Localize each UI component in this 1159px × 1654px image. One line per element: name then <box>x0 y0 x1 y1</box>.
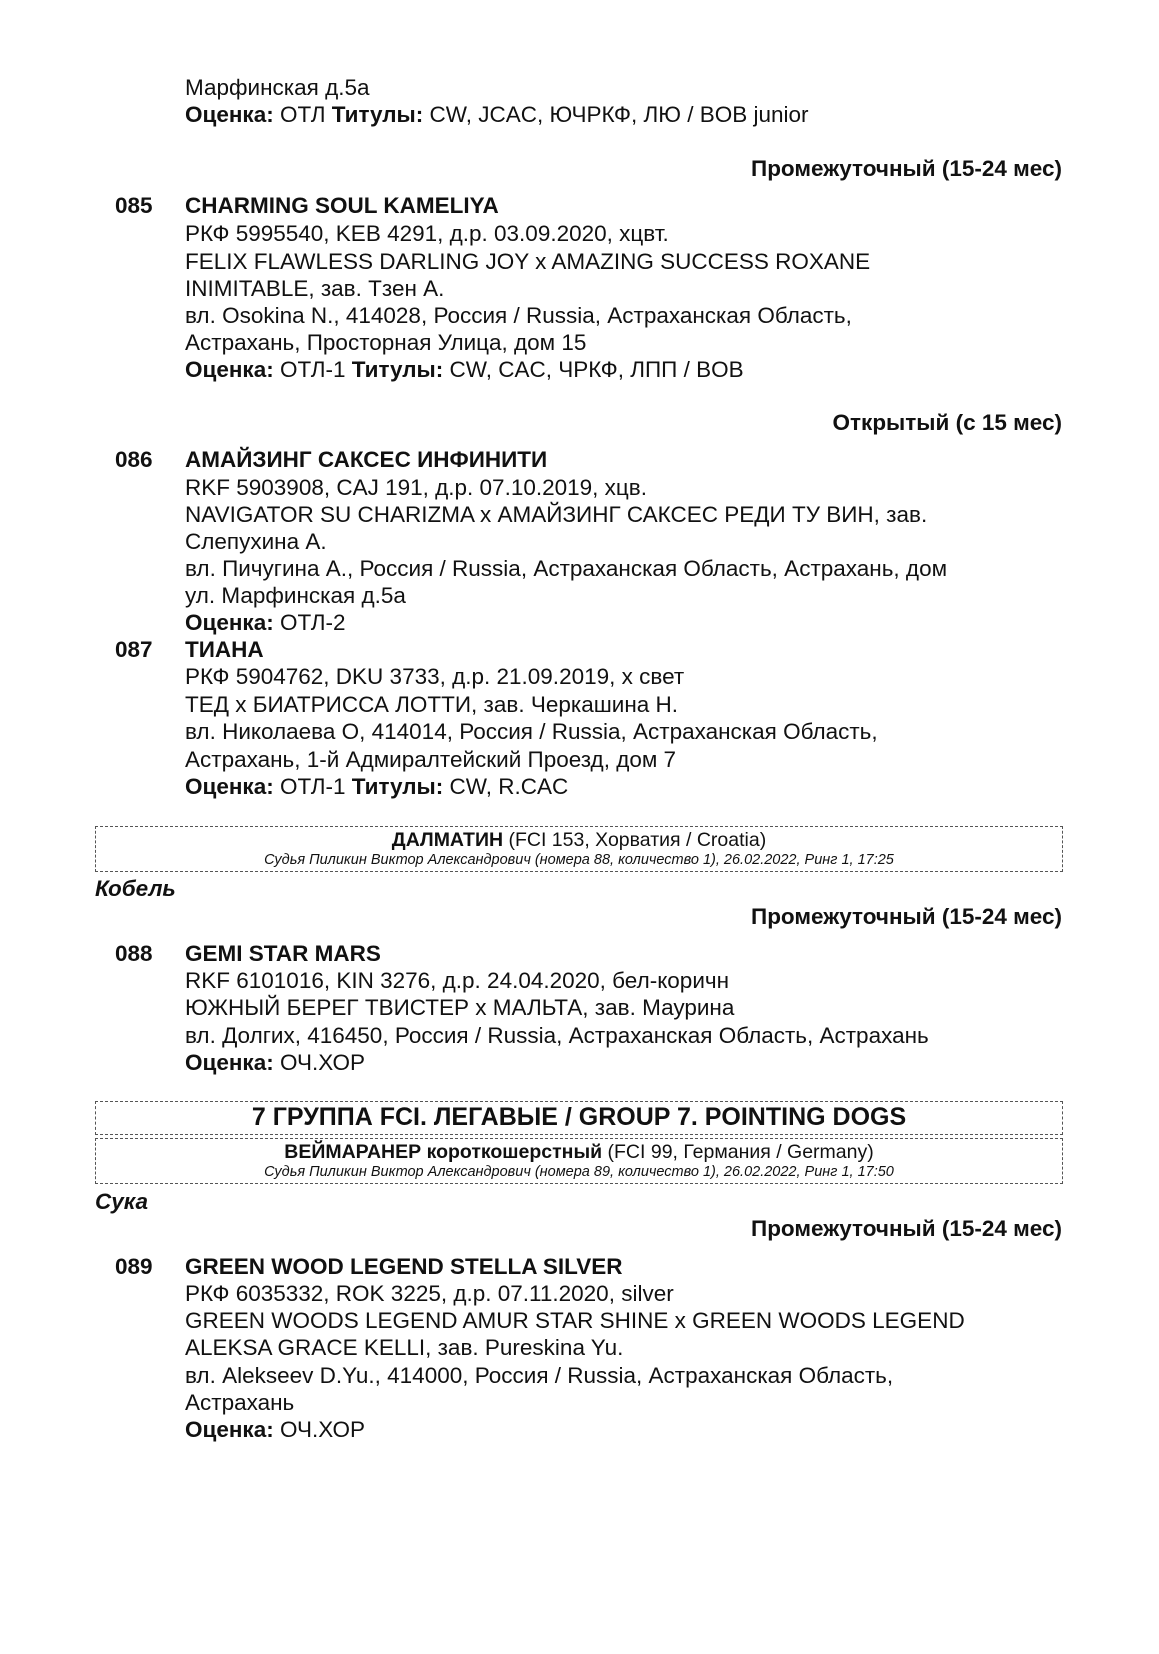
dog-name: GREEN WOOD LEGEND STELLA SILVER <box>185 1254 623 1279</box>
grade-label: Оценка: <box>185 610 274 635</box>
owner-address: Астрахань <box>185 1390 295 1415</box>
titles-value: CW, JCAC, ЮЧРКФ, ЛЮ / BOB junior <box>423 102 809 127</box>
breed-header <box>95 1138 1063 1184</box>
breed-title <box>96 828 1062 852</box>
grade-line <box>185 356 744 383</box>
breed-name: ВЕЙМАРАНЕР короткошерстный <box>284 1141 603 1163</box>
grade-label: Оценка: <box>185 774 274 799</box>
owner-address: Астрахань, 1-й Адмиралтейский Проезд, дом 7 <box>185 747 677 772</box>
grade-value: ОЧ.ХОР <box>273 1417 365 1442</box>
group-header: 7 ГРУППА FCI. ЛЕГАВЫЕ / GROUP 7. POINTING DOGS <box>95 1101 1063 1135</box>
judge-info: Судья Пиликин Виктор Александрович (номера 89, количество 1), 26.02.2022, Ринг 1, 17:50 <box>264 1164 894 1180</box>
pedigree: ТЕД x БИАТРИССА ЛОТТИ, зав. Черкашина Н. <box>185 692 679 717</box>
pedigree: ЮЖНЫЙ БЕРЕГ ТВИСТЕР x МАЛЬТА, зав. Маурина <box>185 995 735 1020</box>
entry-number: 087 <box>115 637 153 662</box>
dog-name: GEMI STAR MARS <box>185 941 381 966</box>
grade-value: ОЧ.ХОР <box>273 1050 365 1075</box>
entry-number: 089 <box>115 1254 153 1279</box>
grade-label: Оценка: <box>185 1417 274 1442</box>
sex-heading: Кобель <box>95 876 176 901</box>
grade-line <box>185 609 346 636</box>
titles-label: Титулы: <box>331 102 424 127</box>
dog-name: АМАЙЗИНГ САКСЕС ИНФИНИТИ <box>185 447 548 472</box>
owner-address: ул. Марфинская д.5а <box>185 583 406 608</box>
grade-line <box>185 1049 365 1076</box>
titles-label: Титулы: <box>351 774 444 799</box>
titles-value: CW, CAC, ЧРКФ, ЛПП / BOB <box>443 357 744 382</box>
class-heading: Промежуточный (15-24 мес) <box>751 904 1062 929</box>
grade-value: ОТЛ-2 <box>273 610 346 635</box>
judge-info: Судья Пиликин Виктор Александрович (номера 88, количество 1), 26.02.2022, Ринг 1, 17:25 <box>264 852 894 868</box>
pedigree: FELIX FLAWLESS DARLING JOY x AMAZING SUCCESS ROXANE <box>185 249 871 274</box>
registration: RKF 6101016, KIN 3276, д.р. 24.04.2020, бел-коричн <box>185 968 730 993</box>
titles-value: CW, R.CAC <box>443 774 569 799</box>
class-heading: Промежуточный (15-24 мес) <box>751 1216 1062 1241</box>
owner-address-continued: Марфинская д.5а <box>185 75 370 100</box>
dog-name: CHARMING SOUL KAMELIYA <box>185 193 499 218</box>
owner: вл. Николаева О, 414014, Россия / Russia, Астраханская Область, <box>185 719 878 744</box>
pedigree: GREEN WOODS LEGEND AMUR STAR SHINE x GREEN WOODS LEGEND <box>185 1308 965 1333</box>
grade-value: ОТЛ-1 <box>273 357 352 382</box>
grade-line <box>185 101 809 128</box>
owner: вл. Osokina N., 414028, Россия / Russia, Астраханская Область, <box>185 303 852 328</box>
owner: вл. Пичугина А., Россия / Russia, Астраханская Область, Астрахань, дом <box>185 556 948 581</box>
grade-value: ОТЛ <box>273 102 332 127</box>
grade-label: Оценка: <box>185 1050 274 1075</box>
dog-name: ТИАНА <box>185 637 264 662</box>
registration: РКФ 6035332, ROK 3225, д.р. 07.11.2020, silver <box>185 1281 674 1306</box>
owner: вл. Alekseev D.Yu., 414000, Россия / Russia, Астраханская Область, <box>185 1363 894 1388</box>
grade-line <box>185 773 568 800</box>
owner-address: Астрахань, Просторная Улица, дом 15 <box>185 330 587 355</box>
registration: RKF 5903908, CAJ 191, д.р. 07.10.2019, хцв. <box>185 475 647 500</box>
breed-header <box>95 826 1063 872</box>
grade-line <box>185 1416 365 1443</box>
breed-info: (FCI 99, Германия / Germany) <box>602 1141 874 1163</box>
entry-number: 085 <box>115 193 153 218</box>
class-heading: Открытый (с 15 мес) <box>832 410 1062 435</box>
grade-label: Оценка: <box>185 357 274 382</box>
class-heading: Промежуточный (15-24 мес) <box>751 156 1062 181</box>
grade-value: ОТЛ-1 <box>273 774 352 799</box>
registration: РКФ 5904762, DKU 3733, д.р. 21.09.2019, х свет <box>185 664 685 689</box>
breed-info: (FCI 153, Хорватия / Croatia) <box>503 829 767 851</box>
pedigree-breeder: ALEKSA GRACE KELLI, зав. Pureskina Yu. <box>185 1335 624 1360</box>
pedigree: NAVIGATOR SU CHARIZMA x АМАЙЗИНГ САКСЕС РЕДИ ТУ ВИН, зав. <box>185 502 928 527</box>
breed-title <box>96 1140 1062 1164</box>
owner: вл. Долгих, 416450, Россия / Russia, Астраханская Область, Астрахань <box>185 1023 929 1048</box>
grade-label: Оценка: <box>185 102 274 127</box>
sex-heading: Сука <box>95 1189 148 1214</box>
pedigree-breeder: Слепухина А. <box>185 529 327 554</box>
titles-label: Титулы: <box>351 357 444 382</box>
pedigree-breeder: INIMITABLE, зав. Тзен А. <box>185 276 445 301</box>
registration: РКФ 5995540, KEB 4291, д.р. 03.09.2020, хцвт. <box>185 221 669 246</box>
entry-number: 086 <box>115 447 153 472</box>
breed-name: ДАЛМАТИН <box>391 829 504 851</box>
entry-number: 088 <box>115 941 153 966</box>
